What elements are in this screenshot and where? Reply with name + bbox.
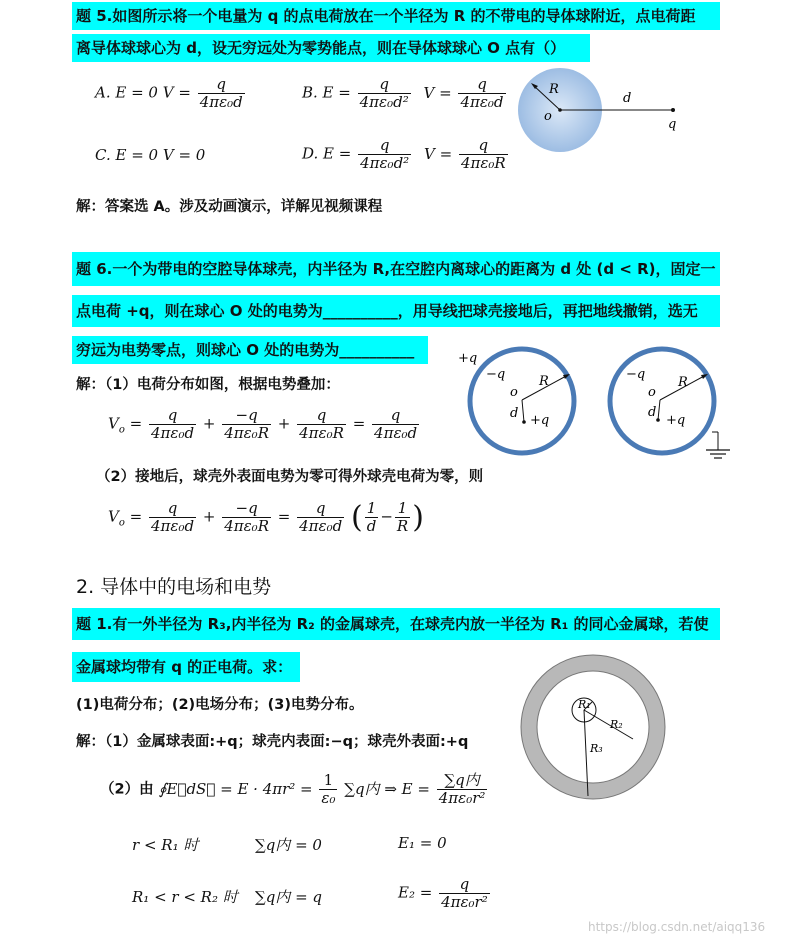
p6-solution-1: 解：（1）电荷分布如图，根据电势叠加： [76, 377, 340, 393]
label-o: o [544, 109, 552, 124]
label-o-right: o [648, 385, 656, 400]
p1-case1-condition: r < R₁ 时 [132, 836, 199, 854]
label-plus-q-outer: +q [458, 351, 478, 366]
p6-question-line1: 题 6.一个为带电的空腔导体球壳，内半径为 R,在空腔内离球心的距离为 d 处 (d < R)，固定一 [72, 252, 720, 286]
p5-answer: 解：答案选 A。涉及动画演示，详解见视频课程 [76, 199, 383, 215]
p6-solution-2: （2）接地后，球壳外表面电势为零可得外球壳电荷为零，则 [96, 469, 484, 485]
label-plus-q-right: +q [666, 413, 686, 428]
label-d: d [623, 91, 632, 106]
p5-question-line2: 离导体球球心为 d，设无穷远处为零势能点，则在导体球球心 O 点有（） [72, 34, 590, 62]
p1-case1-sum: ∑q内 = 0 [255, 836, 322, 854]
p5-option-c: C. E = 0 V = 0 [95, 146, 206, 164]
label-o-left: o [510, 385, 518, 400]
p5-option-a: A. E = 0 V = $\frac{q}{\text{4πε₀d}}$ [95, 75, 243, 111]
section-heading: 2. 导体中的电场和电势 [76, 576, 272, 598]
label-R: R [549, 82, 559, 97]
p5-conductor-sphere-figure [505, 60, 705, 160]
p6-question-line3: 穷远为电势零点，则球心 O 处的电势为__________ [72, 336, 428, 364]
label-R1: R₁ [578, 698, 591, 711]
label-R-right: R [678, 375, 688, 390]
p1-gauss-equation: （2）由 ∮E⃗dS⃗ = E · 4πr² = $\frac{1}{\text{ε₀}}$ ∑q内 ⇒ E = $\frac{\text{∑q内}}{\text{4πε₀r²}}$ [100, 771, 486, 807]
label-d-right: d [648, 405, 657, 420]
label-plus-q-left: +q [530, 413, 550, 428]
p1-case2-field: E₂ = $\frac{q}{\text{4πε₀r²}}$ [398, 875, 488, 911]
label-minus-q-right: −q [626, 367, 646, 382]
p1-case2-condition: R₁ < r < R₂ 时 [132, 888, 238, 906]
p1-question-line2: 金属球均带有 q 的正电荷。求： [72, 652, 300, 682]
shell-cavity [537, 671, 649, 783]
p6-question-line2: 点电荷 +q，则在球心 O 处的电势为__________，用导线把球壳接地后，再把地线撤销，选无 [72, 295, 720, 327]
p5-question-line1: 题 5.如图所示将一个电量为 q 的点电荷放在一个半径为 R 的不带电的导体球附近，点电荷距 [72, 2, 720, 30]
label-q: q [668, 117, 677, 132]
p5-option-b: B. E = $\frac{q}{\text{4πε₀d²}}$ V = $\frac{q}{\text{4πε₀d}}$ [302, 75, 504, 111]
label-minus-q-left: −q [486, 367, 506, 382]
label-R3: R₃ [590, 742, 603, 755]
label-R-left: R [539, 374, 549, 389]
p1-question-line1: 题 1.有一外半径为 R₃,内半径为 R₂ 的金属球壳，在球壳内放一半径为 R₁ 的同心金属球，若使 [72, 608, 720, 640]
p1-case2-sum: ∑q内 = q [255, 888, 323, 906]
p1-case1-field: E₁ = 0 [398, 834, 447, 852]
p1-ask: (1)电荷分布；(2)电场分布；(3)电势分布。 [76, 697, 364, 713]
shell-right [610, 349, 714, 453]
label-R2: R₂ [610, 718, 623, 731]
p6-equation-2: $V_o$ = $\frac{q}{\text{4πε₀d}}$ + $\frac{-q}{\text{4πε₀R}}$ = $\frac{q}{\text{4πε₀d}}$ ( $\frac{1}{d}$ − $\frac{1}{R}$ ) [108, 499, 424, 535]
p6-equation-1: $V_o$ = $\frac{q}{\text{4πε₀d}}$ + $\frac{-q}{\text{4πε₀R}}$ + $\frac{q}{\text{4πε₀R}}$ = $\frac{q}{\text{4πε₀d}}$ [108, 406, 418, 442]
p6-shell-figures [450, 340, 740, 465]
p1-concentric-sphere-figure [518, 652, 668, 802]
p1-solution-1: 解：（1）金属球表面:+q；球壳内表面:−q；球壳外表面:+q [76, 734, 469, 750]
label-d-left: d [510, 406, 519, 421]
watermark: https://blog.csdn.net/aiqq136 [588, 920, 766, 934]
p5-option-d: D. E = $\frac{q}{\text{4πε₀d²}}$ V = $\frac{q}{\text{4πε₀R}}$ [302, 136, 506, 172]
